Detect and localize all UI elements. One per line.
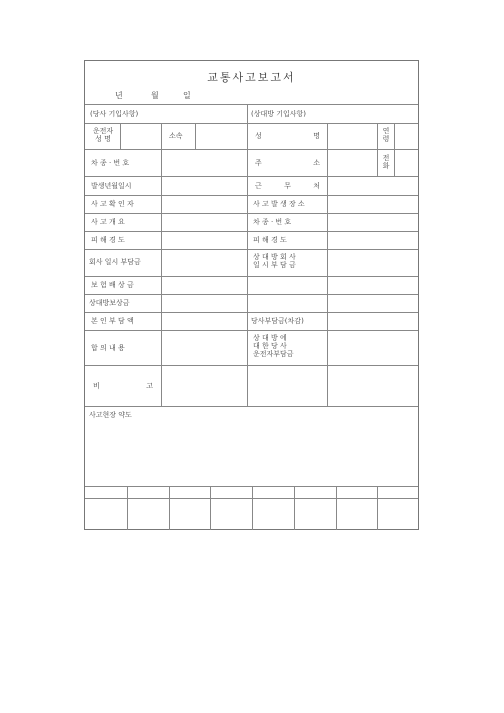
column-divider: [252, 486, 253, 530]
other-company-burden-label: 상 대 방 회 사 일 시 부 담 금: [253, 253, 296, 269]
driver-burden-label: 상 대 방 에 대 한 당 사 운전자부담금: [253, 334, 294, 358]
column-divider: [377, 486, 378, 530]
divider: [85, 312, 418, 313]
divider: [85, 249, 418, 250]
damage-level-right-label: 피 해 경 도: [253, 236, 287, 244]
workplace-label: 근 무 처: [255, 182, 320, 190]
name-label: 성 명: [255, 132, 320, 140]
form-title: 교통사고보고서: [207, 71, 296, 84]
agreement-label: 합 의 내 용: [91, 344, 125, 352]
vehicle-type-number-right-label: 차 종 · 번 호: [253, 218, 292, 226]
age-label: 연 령: [382, 127, 390, 143]
column-divider: [120, 123, 121, 149]
divider: [85, 176, 418, 177]
phone-label: 전 화: [382, 154, 390, 170]
date-day-label: 일: [183, 91, 191, 100]
column-divider: [377, 123, 378, 176]
column-divider: [394, 123, 395, 176]
left-section-header: (당사 기입사항): [90, 110, 139, 118]
vehicle-type-number-label: 차 종 · 번 호: [91, 159, 130, 167]
divider: [85, 276, 418, 277]
divider: [85, 231, 418, 232]
date-month-label: 월: [151, 91, 159, 100]
remarks-label: 비 고: [93, 382, 153, 390]
divider: [85, 104, 418, 105]
divider: [85, 294, 418, 295]
divider: [85, 365, 418, 366]
accident-location-label: 사 고 발 생 장 소: [253, 200, 305, 208]
our-burden-label: 당사부담금(차감): [251, 317, 304, 325]
insurance-compensation-label: 보 험 배 상 금: [91, 281, 134, 289]
column-divider: [247, 104, 248, 406]
column-divider: [127, 486, 128, 530]
column-divider: [294, 486, 295, 530]
column-divider: [210, 486, 211, 530]
divider: [85, 406, 418, 407]
driver-name-label: 운전자 성 명: [92, 127, 114, 143]
column-divider: [169, 486, 170, 530]
column-divider: [336, 486, 337, 530]
divider: [85, 195, 418, 196]
date-year-label: 년: [115, 91, 123, 100]
accident-confirmer-label: 사 고 확 인 자: [91, 200, 134, 208]
accident-summary-label: 사 고 개 요: [91, 218, 125, 226]
damage-level-label: 피 해 경 도: [91, 236, 125, 244]
right-section-header: (상대방 기입사항): [251, 110, 307, 118]
divider: [85, 330, 418, 331]
accident-scene-sketch-label: 사고현장 약도: [89, 411, 132, 419]
column-divider: [195, 123, 196, 149]
self-burden-label: 본 인 부 담 액: [91, 317, 134, 325]
company-temp-burden-label: 회사 일시 부담금: [89, 258, 141, 266]
other-party-compensation-label: 상대방보상금: [89, 299, 130, 307]
column-divider: [161, 123, 162, 406]
address-label: 주 소: [255, 159, 320, 167]
occurrence-datetime-label: 발생년월일시: [91, 182, 132, 190]
column-divider: [327, 123, 328, 406]
divider: [85, 123, 418, 124]
divider: [85, 213, 418, 214]
affiliation-label: 소속: [169, 132, 183, 140]
accident-report-form: [84, 60, 419, 530]
divider: [85, 149, 418, 150]
